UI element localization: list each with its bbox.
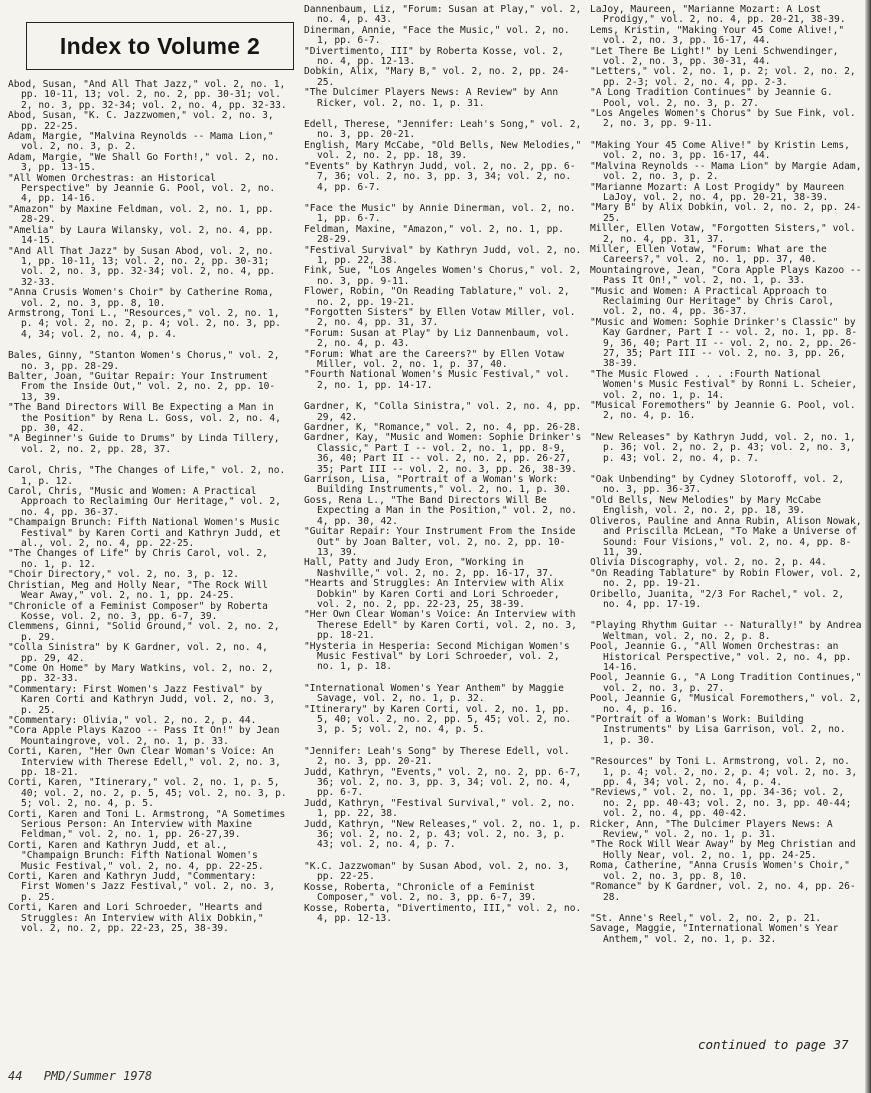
index-entry: "Anna Crusis Women's Choir" by Catherine Roma, vol. 2, no. 3, pp. 8, 10. xyxy=(8,287,274,309)
index-entry: Corti, Karen and Kathryn Judd, et al., "Champaign Brunch: Fifth National Women's Music Festival," vol. 2, no. 4, pp. 22-25. xyxy=(8,839,264,872)
index-entry: Miller, Ellen Votaw, "Forgotten Sisters," vol. 2, no. 4, pp. 31, 37. xyxy=(590,223,856,245)
index-entry: Fink, Sue, "Los Angeles Women's Chorus," vol. 2, no. 3, pp. 9-11. xyxy=(304,265,582,287)
index-entry: Gardner, K, "Romance," vol. 2, no. 4, pp. 26-28. xyxy=(304,422,582,434)
index-entry: "Music and Women: A Practical Approach to Reclaiming Our Heritage" by Chris Carol, vol. 2, no. 4, pp. 36-37. xyxy=(590,285,835,318)
index-entry: Roma, Catherine, "Anna Crusis Women's Choir," vol. 2, no. 3, pp. 8, 10. xyxy=(590,860,850,882)
index-entry: "The Rock Will Wear Away" by Meg Christian and Holly Near, vol. 2, no. 1, pp. 24-25. xyxy=(590,839,856,861)
index-entry: "On Reading Tablature" by Robin Flower, vol. 2, no. 2, pp. 19-21. xyxy=(590,567,862,590)
index-entry: "New Releases" by Kathryn Judd, vol. 2, no. 1, p. 36; vol. 2, no. 2, p. 43; vol. 2, no. 3, p. 43; vol. 2, no. 4, p. 7. xyxy=(590,431,856,464)
index-entry: English, Mary McCabe, "Old Bells, New Melodies," vol. 2, no. 2, pp. 18, 39. xyxy=(304,139,582,162)
index-entry: Flower, Robin, "On Reading Tablature," vol. 2, no. 2, pp. 19-21. xyxy=(304,286,570,308)
index-entry: "Commentary: Olivia," vol. 2, no. 2, p. 44. xyxy=(8,714,257,726)
index-entry: "Jennifer: Leah's Song" by Therese Edell, vol. 2, no. 3, pp. 20-21. xyxy=(304,745,570,768)
index-entry: Christian, Meg and Holly Near, "The Rock Will Wear Away," vol. 2, no. 1, pp. 24-25. xyxy=(8,579,268,602)
index-entry: Adam, Margie, "Malvina Reynolds -- Mama Lion," vol. 2, no. 3, p. 2. xyxy=(8,131,274,153)
index-entry: "Portrait of a Woman's Work: Building Instruments" by Lisa Garrison, vol. 2, no. 1, p. 30. xyxy=(590,714,846,746)
index-entry: Dobkin, Alix, "Mary B," vol. 2, no. 2, pp. 24-25. xyxy=(304,66,570,88)
index-entry: "Resources" by Toni L. Armstrong, vol. 2, no. 1, p. 4; vol. 2, no. 2, p. 4; vol. 2, no. 3, pp. 4, 34; vol. 2, no. 4, p. 4. xyxy=(590,756,858,789)
index-entry: "Colla Sinistra" by K Gardner, vol. 2, no. 4, pp. 29, 42. xyxy=(8,642,268,664)
index-entry: Bales, Ginny, "Stanton Women's Chorus," vol. 2, no. 3, pp. 28-29. xyxy=(8,350,280,372)
index-entry: Carol, Chris, "Music and Women: A Practical Approach to Reclaiming Our Heritage," vol. 2, no. 4, pp. 36-37. xyxy=(8,486,281,518)
index-entry: "Oak Unbending" by Cydney Slotoroff, vol. 2, no. 3, pp. 36-37. xyxy=(590,474,845,496)
index-entry: "Divertimento, III" by Roberta Kosse, vol. 2, no. 4, pp. 12-13. xyxy=(304,45,564,68)
index-entry: "Her Own Clear Woman's Voice: An Interview with Therese Edell" by Karen Corti, vol. 2, no. 3, pp. 18-21. xyxy=(304,609,577,642)
index-entry: Feldman, Maxine, "Amazon," vol. 2, no. 1, pp. 28-29. xyxy=(304,223,564,246)
index-entry: "Champaign Brunch: Fifth National Women's Music Festival" by Karen Corti and Kathryn Judd, et al., vol. 2, no. 4, pp. 22-25. xyxy=(8,517,281,550)
index-entry: Abod, Susan, "K. C. Jazzwomen," vol. 2, no. 3, pp. 22-25. xyxy=(8,110,274,132)
index-entry: Lems, Kristin, "Making Your 45 Come Alive!," vol. 2, no. 3, pp. 16-17, 44. xyxy=(590,24,845,47)
index-entry: Olivia Discography, vol. 2, no. 2, p. 44. xyxy=(590,557,827,569)
index-entry: Corti, Karen, "Itinerary," vol. 2, no. 1, p. 5, 40; vol. 2, no. 2, p. 5, 45; vol. 2, no. 3, p. 5; vol. 2, no. 4, p. 5. xyxy=(8,777,287,810)
index-column-2 xyxy=(304,5,582,924)
index-entry: "All Women Orchestras: an Historical Perspective" by Jeannie G. Pool, vol. 2, no. 4, pp. 14-16. xyxy=(8,172,276,205)
index-entry: "Hearts and Struggles: An Interview with Alix Dobkin" by Karen Corti and Lori Schroeder, vol. 2, no. 2, pp. 22-23, 25, 38-39. xyxy=(304,578,564,610)
index-entry: Armstrong, Toni L., "Resources," vol. 2, no. 1, p. 4; vol. 2, no. 2, p. 4; vol. 2, no. 3, pp. 4, 34; vol. 2, no. 4, p. 4. xyxy=(8,307,281,340)
index-entry: "Mary B" by Alix Dobkin, vol. 2, no. 2, pp. 24-25. xyxy=(590,202,862,224)
index-entry: "Hysteria in Hesperia: Second Michigan Women's Music Festival" by Lori Schroeder, vol. 2, no. 1, p. 18. xyxy=(304,640,570,673)
index-entry: Carol, Chris, "The Changes of Life," vol. 2, no. 1, p. 12. xyxy=(8,465,286,487)
page-footer xyxy=(8,1069,166,1083)
page-number: 44 xyxy=(8,1069,23,1083)
index-entry: Mountaingrove, Jean, "Cora Apple Plays Kazoo -- Pass It On!," vol. 2, no. 1, p. 33. xyxy=(590,264,862,287)
index-entry: "Come On Home" by Mary Watkins, vol. 2, no. 2, pp. 32-33. xyxy=(8,662,274,685)
index-entry: "Old Bells, New Melodies" by Mary McCabe English, vol. 2, no. 2, pp. 18, 39. xyxy=(590,494,822,517)
page-title: Index to Volume 2 xyxy=(59,32,261,59)
index-entry: "And All That Jazz" by Susan Abod, vol. 2, no. 1, pp. 10-11, 13; vol. 2, no. 2, pp. 30-31; vol. 2, no. 3, pp. 32-34; vol. 2, no. 4, pp. 32-33. xyxy=(8,245,276,288)
index-entry: "Forum: What are the Careers?" by Ellen Votaw Miller, vol. 2, no. 1, p. 37, 40. xyxy=(304,348,564,370)
index-entry: Corti, Karen and Toni L. Armstrong, "A Sometimes Serious Person: An Interview with Maxine Feldman," vol. 2, no. 1, pp. 26-27,39. xyxy=(8,808,286,841)
index-entry: "Itinerary" by Karen Corti, vol. 2, no. 1, pp. 5, 40; vol. 2, no. 2, pp. 5, 45; vol. 2, no. 3, p. 5; vol. 2, no. 4, p. 5. xyxy=(304,703,572,736)
index-entry: "Fourth National Women's Music Festival," vol. 2, no. 1, pp. 14-17. xyxy=(304,369,570,391)
index-entry: Garrison, Lisa, "Portrait of a Woman's Work: Building Instruments," vol. 2, no. 1, p. 30. xyxy=(304,474,572,496)
index-entry: Corti, Karen and Lori Schroeder, "Hearts and Struggles: An Interview with Alix Dobkin," vol. 2, no. 2, pp. 22-23, 25, 38-39. xyxy=(8,902,264,935)
index-entry: Gardner, K, "Colla Sinistra," vol. 2, no. 4, pp. 29, 42. xyxy=(304,401,582,423)
index-entry: Abod, Susan, "And All That Jazz," vol. 2, no. 1, pp. 10-11, 13; vol. 2, no. 2, pp. 30-31; vol. 2, no. 3, pp. 32-34; vol. 2, no. 4, pp. 32-33. xyxy=(8,79,287,111)
index-entry: "Let There Be Light!" by Leni Schwendinger, vol. 2, no. 3, pp. 30-31, 44. xyxy=(590,45,839,68)
index-entry: Oribello, Juanita, "2/3 For Rachel," vol. 2, no. 4, pp. 17-19. xyxy=(590,588,845,610)
index-entry: "Cora Apple Plays Kazoo -- Pass It On!" by Jean Mountaingrove, vol. 2, no. 1, p. 33. xyxy=(8,725,280,747)
index-entry: "Making Your 45 Come Alive!" by Kristin Lems, vol. 2, no. 3, pp. 16-17, 44. xyxy=(590,139,850,162)
index-entry: "Musical Foremothers" by Jeannie G. Pool, vol. 2, no. 4, p. 16. xyxy=(590,400,856,422)
index-entry: "Marianne Mozart: A Lost Progidy" by Maureen LaJoy, vol. 2, no. 4, pp. 20-21, 38-39. xyxy=(590,181,845,203)
index-entry: LaJoy, Maureen, "Marianne Mozart: A Lost Prodigy," vol. 2, no. 4, pp. 20-21, 38-39. xyxy=(590,4,846,26)
index-entry: "St. Anne's Reel," vol. 2, no. 2, p. 21. xyxy=(590,912,822,924)
index-entry: "Malvina Reynolds -- Mama Lion" by Margie Adam, vol. 2, no. 3, p. 2. xyxy=(590,160,862,183)
index-entry: Kosse, Roberta, "Divertimento, III," vol. 2, no. 4, pp. 12-13. xyxy=(304,902,582,924)
index-entry: Corti, Karen, "Her Own Clear Woman's Voice: An Interview with Therese Edell," vol. 2, no. 3, pp. 18-21. xyxy=(8,746,281,778)
index-entry: Kosse, Roberta, "Chronicle of a Feminist Composer," vol. 2, no. 3, pp. 6-7, 39. xyxy=(304,881,537,904)
issue-label: PMD/Summer 1978 xyxy=(43,1069,153,1083)
index-title-box xyxy=(26,22,294,70)
index-entry: Hall, Patty and Judy Eron, "Working in Nashville," vol. 2, no. 2, pp. 16-17, 37. xyxy=(304,557,554,579)
index-entry: Gardner, Kay, "Music and Women: Sophie Drinker's Classic," Part I -- vol. 2, no. 1, pp. 8-9, 36, 40; Part II -- vol. 2, no. 2, pp. 26-27, 35; Part III -- vol. 2, no. 3, pp. 26, 38-39. xyxy=(304,432,582,475)
index-entry: "Music and Women: Sophie Drinker's Classic" by Kay Gardner, Part I -- vol. 2, no. 1, pp. 8-9, 36, 40; Part II -- vol. 2, no. 2, pp. 26-27, 35; Part III -- vol. 2, no. 3, pp. 26, 38-39. xyxy=(590,316,858,370)
index-entry: Pool, Jeannie G., "A Long Tradition Continues," vol. 2, no. 3, p. 27. xyxy=(590,672,862,694)
index-entry: "Choir Directory," vol. 2, no. 3, p. 12. xyxy=(8,569,240,581)
index-entry: "Guitar Repair: Your Instrument From the Inside Out" by Joan Balter, vol. 2, no. 2, pp. 10-13, 39. xyxy=(304,526,576,558)
index-entry: Miller, Ellen Votaw, "Forum: What are the Careers?," vol. 2, no. 1, pp. 37, 40. xyxy=(590,243,827,266)
continued-note: continued to page 37 xyxy=(698,1037,849,1052)
index-entry: "Amelia" by Laura Wilansky, vol. 2, no. 4, pp. 14-15. xyxy=(8,224,274,247)
index-entry: Savage, Maggie, "International Women's Year Anthem," vol. 2, no. 1, p. 32. xyxy=(590,923,839,945)
index-entry: Judd, Kathryn, "New Releases," vol. 2, no. 1, p. 36; vol. 2, no. 2, p. 43; vol. 2, no. 3, p. 43; vol. 2, no. 4, p. 7. xyxy=(304,818,582,851)
index-entry: "Chronicle of a Feminist Composer" by Roberta Kosse, vol. 2, no. 3, pp. 6-7, 39. xyxy=(8,600,268,622)
index-entry: "Letters," vol. 2, no. 1, p. 2; vol. 2, no. 2, pp. 2-3; vol. 2, no. 4, pp. 2-3. xyxy=(590,66,856,88)
index-entry: "A Long Tradition Continues" by Jeannie G. Pool, vol. 2, no. 3, p. 27. xyxy=(590,87,833,109)
index-entry: Corti, Karen and Kathryn Judd, "Commentary: First Women's Jazz Festival," vol. 2, no. 3, p. 25. xyxy=(8,871,276,903)
index-entry: "The Band Directors Will Be Expecting a Man in the Position" by Rena L. Goss, vol. 2, no. 4, pp. 30, 42. xyxy=(8,402,281,434)
index-entry: "Festival Survival" by Kathryn Judd, vol. 2, no. 1, pp. 22, 38. xyxy=(304,244,582,266)
index-entry: "Forgotten Sisters" by Ellen Votaw Miller, vol. 2, no. 4, pp. 31, 37. xyxy=(304,306,576,329)
index-column-1 xyxy=(8,80,290,935)
index-entry: Ricker, Ann, "The Dulcimer Players News: A Review," vol. 2, no. 1, p. 31. xyxy=(590,818,833,841)
index-entry: "Forum: Susan at Play" by Liz Dannenbaum, vol. 2, no. 4, p. 43. xyxy=(304,327,570,350)
index-entry: Balter, Joan, "Guitar Repair: Your Instrument From the Inside Out," vol. 2, no. 2, pp. 10-13, 39. xyxy=(8,370,276,403)
index-entry: Dannenbaum, Liz, "Forum: Susan at Play," vol. 2, no. 4, p. 43. xyxy=(304,4,582,26)
index-entry: Judd, Kathryn, "Events," vol. 2, no. 2, pp. 6-7, 36; vol. 2, no. 3, pp. 3, 34; vol. 2, no. 4, pp. 6-7. xyxy=(304,766,582,799)
index-entry: "Events" by Kathryn Judd, vol. 2, no. 2, pp. 6-7, 36; vol. 2, no. 3, pp. 3, 34; vol. 2, no. 4, pp. 6-7. xyxy=(304,160,576,193)
index-entry: Judd, Kathryn, "Festival Survival," vol. 2, no. 1, pp. 22, 38. xyxy=(304,797,576,820)
index-entry: "Romance" by K Gardner, vol. 2, no. 4, pp. 26-28. xyxy=(590,881,856,903)
index-entry: Pool, Jeannie G., "All Women Orchestras: an Historical Perspective," vol. 2, no. 4, pp. 14-16. xyxy=(590,641,852,673)
index-entry: Clemmens, Ginni, "Solid Ground," vol. 2, no. 2, p. 29. xyxy=(8,621,280,643)
index-entry: Dinerman, Annie, "Face the Music," vol. 2, no. 1, pp. 6-7. xyxy=(304,24,570,47)
index-entry: "A Beginner's Guide to Drums" by Linda Tillery, vol. 2, no. 2, pp. 28, 37. xyxy=(8,433,280,455)
index-entry: "Los Angeles Women's Chorus" by Sue Fink, vol. 2, no. 3, pp. 9-11. xyxy=(590,108,856,130)
index-entry: "Face the Music" by Annie Dinerman, vol. 2, no. 1, pp. 6-7. xyxy=(304,202,576,225)
page-edge-shadow xyxy=(865,0,871,1093)
index-entry: Oliveros, Pauline and Anna Rubin, Alison Nowak, and Priscilla McLean, "To Make a Universe of Sound: Four Visions," vol. 2, no. 4, pp. 8-11, 39. xyxy=(590,515,862,558)
index-entry: "The Music Flowed . . . :Fourth National Women's Music Festival" by Ronni L. Scheier, vol. 2, no. 1, p. 14. xyxy=(590,368,858,401)
index-column-3 xyxy=(590,5,862,945)
index-entry: "International Women's Year Anthem" by Maggie Savage, vol. 2, no. 1, p. 32. xyxy=(304,682,564,705)
index-entry: "Reviews," vol. 2, no. 1, pp. 34-36; vol. 2, no. 2, pp. 40-43; vol. 2, no. 3, pp. 40-44; vol. 2, no. 4, pp. 40-42. xyxy=(590,787,852,820)
index-entry: Goss, Rena L., "The Band Directors Will Be Expecting a Man in the Position," vol. 2, no. 4, pp. 30, 42. xyxy=(304,494,577,527)
index-entry: "The Dulcimer Players News: A Review" by Ann Ricker, vol. 2, no. 1, p. 31. xyxy=(304,87,559,109)
index-entry: "Amazon" by Maxine Feldman, vol. 2, no. 1, pp. 28-29. xyxy=(8,203,274,226)
index-entry: Edell, Therese, "Jennifer: Leah's Song," vol. 2, no. 3, pp. 20-21. xyxy=(304,119,582,141)
index-entry: "K.C. Jazzwoman" by Susan Abod, vol. 2, no. 3, pp. 22-25. xyxy=(304,860,570,883)
index-entry: "Playing Rhythm Guitar -- Naturally!" by Andrea Weltman, vol. 2, no. 2, p. 8. xyxy=(590,620,862,642)
index-entry: Adam, Margie, "We Shall Go Forth!," vol. 2, no. 3, pp. 13-15. xyxy=(8,151,280,174)
index-entry: "Commentary: First Women's Jazz Festival" by Karen Corti and Kathryn Judd, vol. 2, no. 3, p. 25. xyxy=(8,683,276,716)
index-entry: Pool, Jeannie G, "Musical Foremothers," vol. 2, no. 4, p. 16. xyxy=(590,693,862,715)
index-entry: "The Changes of Life" by Chris Carol, vol. 2, no. 1, p. 12. xyxy=(8,548,268,570)
